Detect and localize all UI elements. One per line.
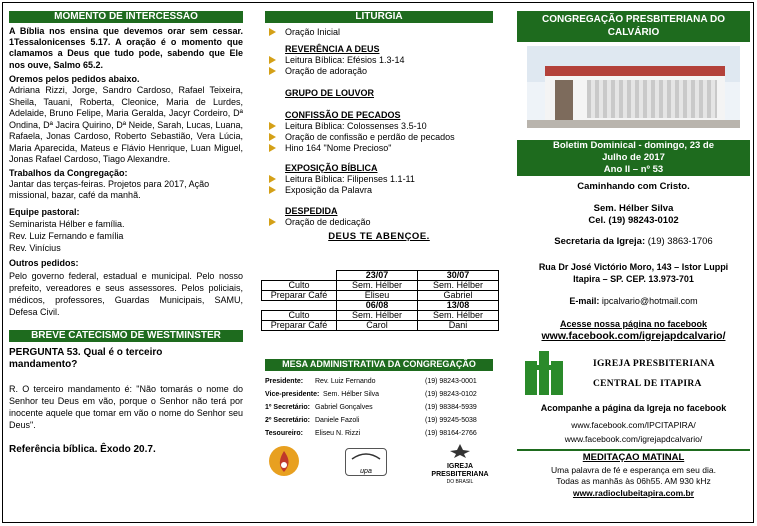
bulletin-page bbox=[2, 2, 754, 523]
schedule-cell: Gabriel bbox=[418, 291, 499, 301]
liturgy-item: Oração Inicial bbox=[265, 27, 493, 38]
intercession-intro: A Bíblia nos ensina que devemos orar sem cessar. 1Tessalonicenses 5.17. A oração é o momento que clamamos a Deus que tudo pode, sabendo que Ele nos ouve, Salmo 65.2. bbox=[9, 26, 243, 70]
liturgy-item: Leitura Bíblica: Efésios 1.3-14 bbox=[265, 55, 493, 66]
schedule-cell: 06/08 bbox=[337, 301, 418, 311]
schedule-cell: 13/08 bbox=[418, 301, 499, 311]
mesa-phone: (19) 98384-5939 bbox=[425, 404, 477, 411]
mesa-name: Sem. Hélber Silva bbox=[323, 391, 380, 398]
liturgy-section-title: REVERÊNCIA A DEUS bbox=[285, 44, 380, 54]
liturgy-list bbox=[265, 27, 493, 38]
email-link[interactable]: ipcalvario@hotmail.com bbox=[601, 296, 698, 306]
schedule-cell: Eliseu bbox=[337, 291, 418, 301]
bullet-icon bbox=[269, 218, 276, 226]
liturgy-item: Oração de adoração bbox=[265, 66, 493, 77]
liturgy-section-title: GRUPO DE LOUVOR bbox=[285, 88, 375, 98]
bullet-icon bbox=[269, 133, 276, 141]
liturgy-item: Exposição da Palavra bbox=[265, 185, 493, 196]
facebook-main-link[interactable]: www.facebook.com/igrejapdcalvario/ bbox=[541, 330, 726, 342]
schedule-cell: Preparar Café bbox=[262, 321, 337, 331]
boletim-line: Ano II – nº 53 bbox=[603, 164, 664, 175]
logos-row bbox=[265, 444, 493, 488]
schedule-cell: Sem. Hélber bbox=[418, 281, 499, 291]
liturgy-item: Oração de dedicação bbox=[265, 217, 493, 228]
bush-icon bbox=[450, 444, 470, 458]
trabalhos-title: Trabalhos da Congregação: bbox=[9, 167, 128, 178]
schedule-cell bbox=[262, 301, 337, 311]
building-band bbox=[545, 66, 725, 76]
mesa-phone: (19) 99245-5038 bbox=[425, 417, 477, 424]
schedule-row bbox=[262, 291, 499, 301]
church-photo bbox=[527, 46, 740, 128]
equipe-title: Equipe pastoral: bbox=[9, 207, 80, 218]
bullet-icon bbox=[269, 175, 276, 183]
mesa-row bbox=[265, 414, 493, 427]
pastor-name: Sem. Hélber Silva bbox=[593, 203, 674, 214]
schedule-cell: 23/07 bbox=[337, 271, 418, 281]
bullet-icon bbox=[269, 56, 276, 64]
boletim-line: Julho de 2017 bbox=[602, 152, 665, 163]
acompanhe-text: Acompanhe a página da Igreja no facebook bbox=[540, 403, 727, 413]
liturgy-section-title: DESPEDIDA bbox=[285, 206, 338, 216]
liturgy-list bbox=[265, 217, 493, 228]
mesa-role: Presidente: bbox=[265, 378, 304, 385]
schedule-row bbox=[262, 311, 499, 321]
secretaria-label: Secretaria da Igreja: bbox=[554, 236, 646, 247]
ipb-text-3: DO BRASIL bbox=[446, 479, 474, 485]
ipb-text-1: IGREJA bbox=[446, 463, 474, 470]
catecismo-pergunta: PERGUNTA 53. Qual é o terceiro mandamento? bbox=[9, 346, 163, 370]
igreja-cross-icon bbox=[525, 351, 563, 395]
liturgy-item: Leitura Bíblica: Filipenses 1.1-11 bbox=[265, 174, 493, 185]
liturgy-item: Leitura Bíblica: Colossenses 3.5-10 bbox=[265, 121, 493, 132]
mesa-list bbox=[265, 375, 493, 440]
secretaria-phone: (19) 3863-1706 bbox=[647, 236, 713, 247]
facebook-link-2[interactable]: www.facebook.com/igrejapdcalvario/ bbox=[564, 434, 703, 444]
radio-link[interactable]: www.radioclubeitapira.com.br bbox=[572, 488, 695, 498]
column-liturgy bbox=[265, 3, 493, 488]
building-gate bbox=[587, 80, 717, 118]
boletim-line: Boletim Dominical - domingo, 23 de bbox=[553, 140, 714, 151]
boletim-box bbox=[517, 140, 750, 176]
mesa-role: 1º Secretário: bbox=[265, 404, 310, 411]
bullet-icon bbox=[269, 144, 276, 152]
schedule-cell: 30/07 bbox=[418, 271, 499, 281]
ipb-logo bbox=[425, 444, 495, 485]
congregation-header: CONGREGAÇÃO PRESBITERIANA DO CALVÁRIO bbox=[517, 11, 750, 42]
email-label: E-mail: bbox=[569, 296, 600, 306]
secretaria-line bbox=[517, 236, 750, 248]
flame-icon bbox=[269, 446, 299, 476]
mesa-phone: (19) 98164-2766 bbox=[425, 430, 477, 437]
liturgy-item: Oração de confissão e perdão de pecados bbox=[265, 132, 493, 143]
mesa-name: Daniele Fazoli bbox=[315, 417, 360, 424]
catecismo-referencia: Referência bíblica. Êxodo 20.7. bbox=[9, 443, 156, 455]
facebook-link-1[interactable]: www.facebook.com/IPCITAPIRA/ bbox=[571, 420, 696, 430]
equipe-line: Seminarista Hélber e família. bbox=[9, 219, 125, 230]
caminhando-text: Caminhando com Cristo. bbox=[577, 181, 690, 192]
mesa-role: Tesoureiro: bbox=[265, 430, 303, 437]
mesa-name: Rev. Luiz Fernando bbox=[315, 378, 376, 385]
street bbox=[527, 120, 740, 128]
schedule-row bbox=[262, 281, 499, 291]
schedule-cell: Sem. Hélber bbox=[337, 311, 418, 321]
mesa-role: Vice-presidente: bbox=[265, 391, 320, 398]
schedule-cell: Culto bbox=[262, 311, 337, 321]
mesa-row bbox=[265, 401, 493, 414]
mesa-name: Gabriel Gonçalves bbox=[315, 404, 373, 411]
oremos-names: Adriana Rizzi, Jorge, Sandro Cardoso, Rafael Teixeira, Sheila, Tauani, Roberta, Cleonice, Maria de Lurdes, Adelaide, Bruno Felipe, Maria Geralda, Jacyr Cordeiro, Dª Ondina, Dª Jacira Quirino, Dª Neide, Sarah, Lucas, Luana, Rafaela, Jonas Cardoso, Roberto Sebastião, Vera Lúcia, Maria Aparecida, Mateus e Flávio Henrique, Luan Miguel, Jonas Rafael Cardoso, Tiago Alexandre. bbox=[9, 85, 243, 165]
bullet-icon bbox=[269, 28, 276, 36]
mesa-row bbox=[265, 375, 493, 388]
liturgy-section-title: CONFISSÃO DE PECADOS bbox=[285, 110, 401, 120]
upa-text: upa bbox=[360, 468, 372, 475]
column-congregation bbox=[517, 3, 750, 499]
schedule-row bbox=[262, 321, 499, 331]
catecismo-resposta: R. O terceiro mandamento é: "Não tomarás o nome do Senhor teu Deus em vão, porque o Senhor não terá por inocente aquele que tomar em vão o nome do Senhor seu Deus". bbox=[9, 383, 243, 430]
meditacao-text-2: Todas as manhãs às 06h55. AM 930 kHz bbox=[556, 476, 711, 486]
mesa-phone: (19) 98243-0001 bbox=[425, 378, 477, 385]
schedule-cell bbox=[262, 271, 337, 281]
schedule-cell: Sem. Hélber bbox=[337, 281, 418, 291]
meditacao-text-1: Uma palavra de fé e esperança em seu dia. bbox=[551, 465, 716, 475]
schedule-cell: Sem. Hélber bbox=[418, 311, 499, 321]
equipe-line: Rev. Vinícius bbox=[9, 243, 61, 254]
building-door bbox=[555, 80, 573, 120]
email-line bbox=[517, 295, 750, 307]
mesa-row bbox=[265, 427, 493, 440]
schedule-cell: Dani bbox=[418, 321, 499, 331]
address-line-1: Rua Dr José Victório Moro, 143 – Istor Luppi bbox=[538, 262, 729, 272]
intercession-header: MOMENTO DE INTERCESSÃO bbox=[9, 11, 243, 23]
igreja-name-2: CENTRAL DE ITAPIRA bbox=[593, 379, 702, 389]
mesa-header: MESA ADMINISTRATIVA DA CONGREGAÇÃO bbox=[265, 359, 493, 371]
bullet-icon bbox=[269, 122, 276, 130]
catecismo-header: BREVE CATECISMO DE WESTMINSTER bbox=[9, 330, 243, 342]
liturgy-item: Hino 164 "Nome Precioso" bbox=[265, 143, 493, 154]
mesa-row bbox=[265, 388, 493, 401]
outros-title: Outros pedidos: bbox=[9, 258, 79, 269]
bullet-icon bbox=[269, 67, 276, 75]
bullet-icon bbox=[269, 186, 276, 194]
schedule-cell: Preparar Café bbox=[262, 291, 337, 301]
mesa-phone: (19) 98243-0102 bbox=[425, 391, 477, 398]
schedule-row bbox=[262, 301, 499, 311]
outros-text: Pelo governo federal, estadual e municipal. Pelo nosso prefeito, vereadores e seus assessores. Pelos policiais, médicos, professores, Guardas Municipais, SAMU, Defesa Civil. bbox=[9, 270, 243, 317]
pastor-cel: Cel. (19) 98243-0102 bbox=[588, 215, 679, 226]
liturgy-list bbox=[265, 121, 493, 154]
oremos-title: Oremos pelos pedidos abaixo. bbox=[9, 73, 140, 84]
schedule-table bbox=[261, 270, 499, 331]
acesse-text: Acesse nossa página no facebook bbox=[559, 319, 708, 329]
address-line-2: Itapira – SP. CEP. 13.973-701 bbox=[573, 274, 694, 284]
liturgy-list bbox=[265, 55, 493, 77]
mesa-name: Eliseu N. Rizzi bbox=[315, 430, 361, 437]
deus-te-abencoe: DEUS TE ABENÇOE. bbox=[328, 231, 430, 242]
mesa-role: 2º Secretário: bbox=[265, 417, 310, 424]
ump-logo bbox=[269, 446, 299, 476]
column-intercession bbox=[9, 3, 243, 456]
equipe-line: Rev. Luiz Fernando e família bbox=[9, 231, 124, 242]
schedule-cell: Culto bbox=[262, 281, 337, 291]
upa-logo bbox=[345, 448, 387, 476]
schedule-cell: Carol bbox=[337, 321, 418, 331]
ipb-text-2: PRESBITERIANA bbox=[431, 471, 489, 478]
igreja-logo-block bbox=[517, 349, 750, 399]
meditacao-title: MEDITAÇAO MATINAL bbox=[517, 449, 750, 463]
bird-icon bbox=[346, 449, 386, 463]
liturgy-section-title: EXPOSIÇÃO BÍBLICA bbox=[285, 163, 378, 173]
liturgy-list bbox=[265, 174, 493, 196]
trabalhos-text: Jantar das terças-feiras. Projetos para 2017, Ação missional, bazar, café da manhã. bbox=[9, 178, 210, 200]
liturgy-header: LITURGIA bbox=[265, 11, 493, 23]
schedule-row bbox=[262, 271, 499, 281]
igreja-name-1: IGREJA PRESBITERIANA bbox=[593, 359, 715, 369]
